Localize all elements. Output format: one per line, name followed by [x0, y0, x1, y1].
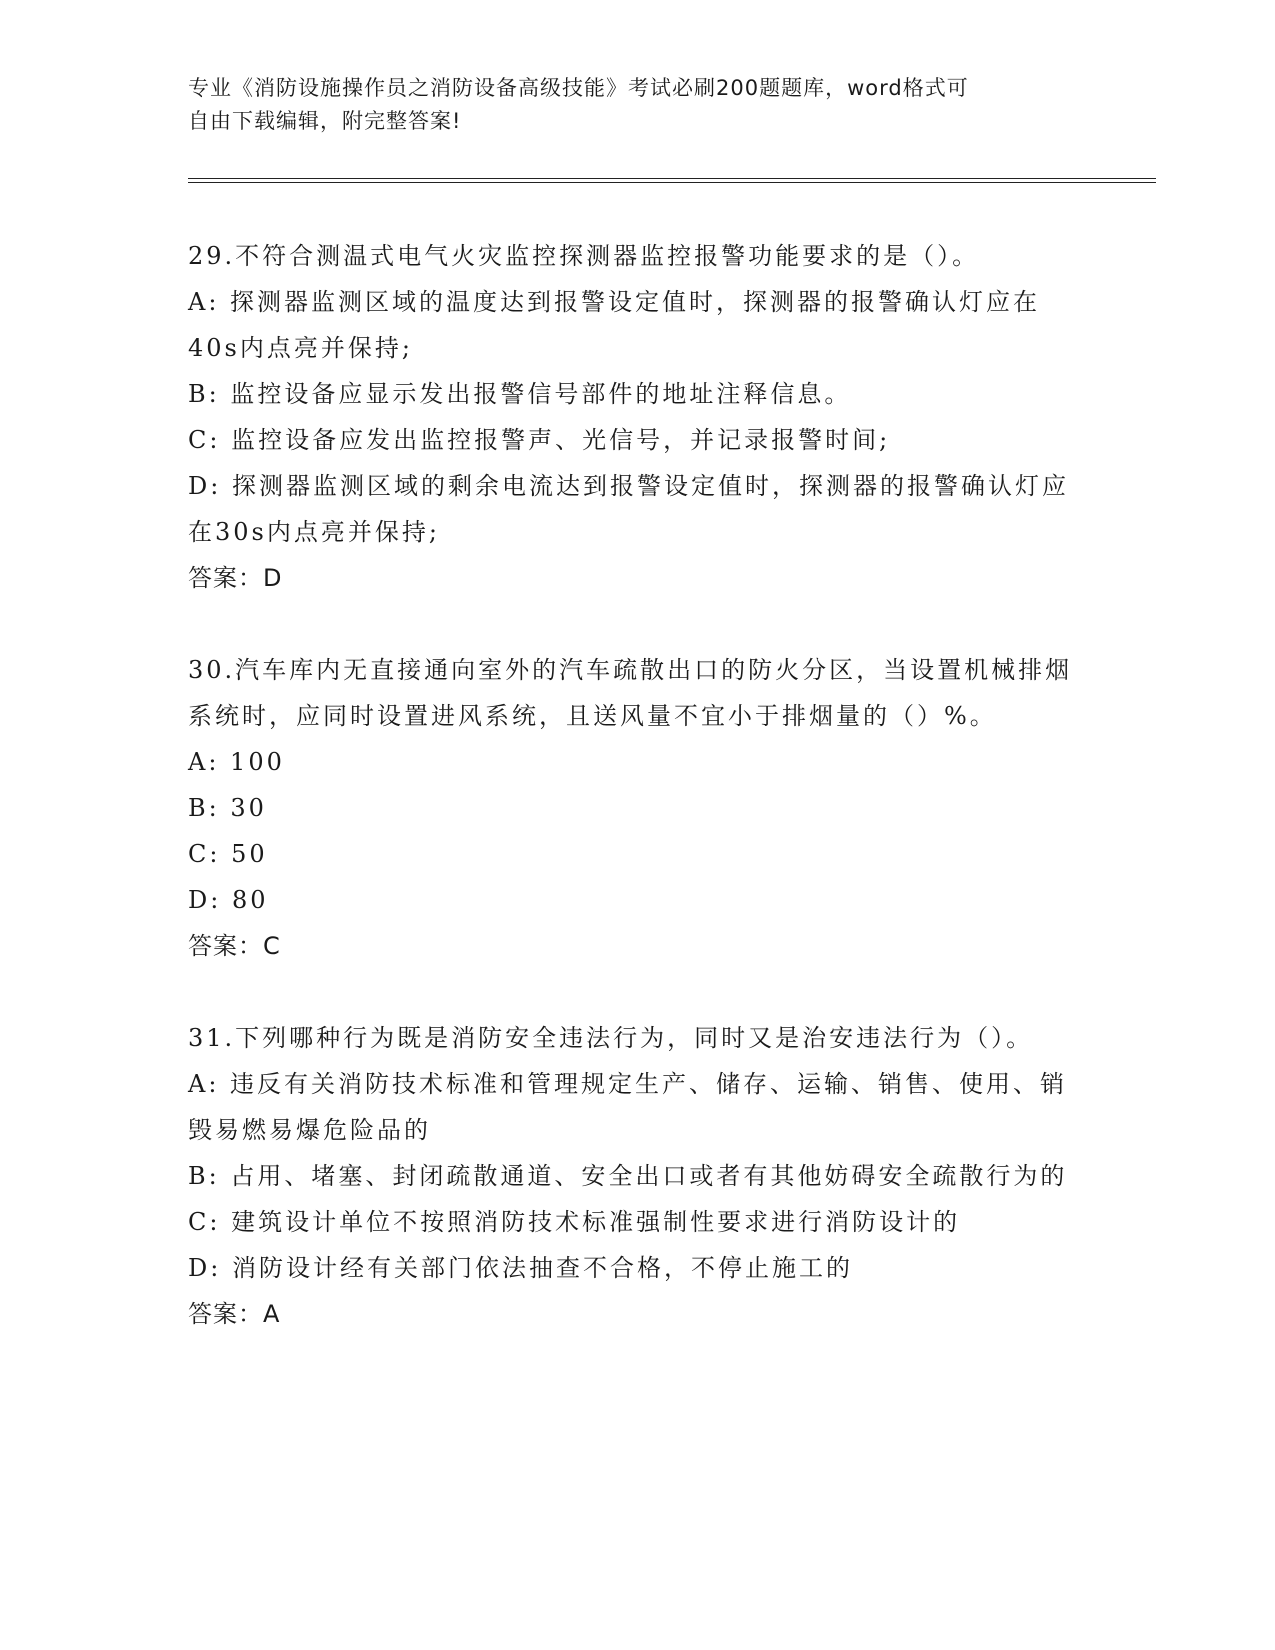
option-a: A: 违反有关消防技术标准和管理规定生产、储存、运输、销售、使用、销毁易燃易爆危险品的 — [188, 1070, 1068, 1144]
question-stem: 31.下列哪种行为既是消防安全违法行为，同时又是治安违法行为（）。 — [188, 1024, 1034, 1052]
option-a: A: 探测器监测区域的温度达到报警设定值时，探测器的报警确认灯应在40s内点亮并保持; — [188, 288, 1041, 362]
answer: 答案：D — [188, 564, 283, 592]
question-stem: 29.不符合测温式电气火灾监控探测器监控报警功能要求的是（）。 — [188, 242, 980, 270]
question-stem: 30.汽车库内无直接通向室外的汽车疏散出口的防火分区，当设置机械排烟系统时，应同时设置进风系统，且送风量不宜小于排烟量的（）%。 — [188, 656, 1073, 730]
answer: 答案：C — [188, 932, 281, 960]
option-a: A: 100 — [188, 748, 285, 776]
question-29 — [188, 233, 1078, 601]
answer: 答案：A — [188, 1300, 281, 1328]
header-line-2: 自由下载编辑，附完整答案! — [188, 109, 462, 133]
question-30 — [188, 647, 1078, 969]
question-list — [188, 233, 1078, 1383]
header-line-1: 专业《消防设施操作员之消防设备高级技能》考试必刷200题题库，word格式可 — [188, 76, 969, 100]
question-31 — [188, 1015, 1078, 1337]
option-c: C: 建筑设计单位不按照消防技术标准强制性要求进行消防设计的 — [188, 1208, 961, 1236]
option-d: D: 80 — [188, 886, 269, 914]
option-c: C: 监控设备应发出监控报警声、光信号，并记录报警时间; — [188, 426, 891, 454]
option-b: B: 占用、堵塞、封闭疏散通道、安全出口或者有其他妨碍安全疏散行为的 — [188, 1162, 1068, 1190]
option-b: B: 30 — [188, 794, 267, 822]
option-b: B: 监控设备应显示发出报警信号部件的地址注释信息。 — [188, 380, 852, 408]
option-d: D: 消防设计经有关部门依法抽查不合格，不停止施工的 — [188, 1254, 853, 1282]
option-c: C: 50 — [188, 840, 268, 868]
document-header — [188, 72, 1068, 138]
option-d: D: 探测器监测区域的剩余电流达到报警设定值时，探测器的报警确认灯应在30s内点亮并保持; — [188, 472, 1069, 546]
header-double-rule — [188, 178, 1156, 183]
